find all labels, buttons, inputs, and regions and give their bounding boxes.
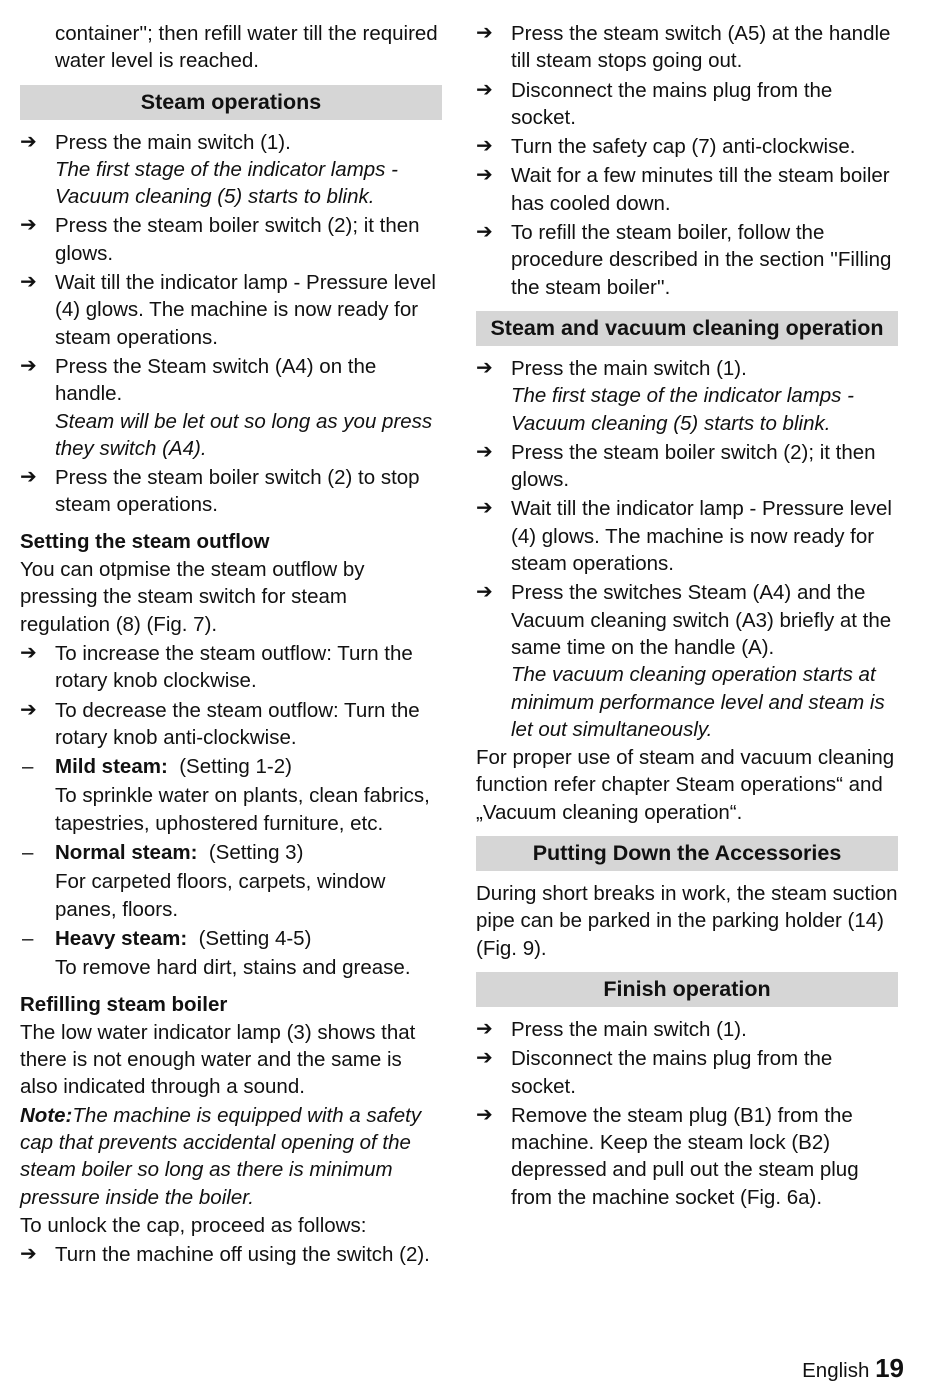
dash-icon: – <box>22 926 34 950</box>
section-heading-accessories: Putting Down the Accessories <box>476 836 898 871</box>
note-label: Note: <box>20 1103 73 1127</box>
setting-label: (Setting 4-5) <box>198 926 312 950</box>
dash-item-heavy-steam <box>20 925 442 952</box>
list-item <box>20 640 442 695</box>
setting-label: (Setting 1-2) <box>179 755 292 779</box>
arrow-icon: ➔ <box>476 356 493 379</box>
setting-label: (Setting 3) <box>208 841 304 865</box>
section-heading-steam-vacuum: Steam and vacuum cleaning operation <box>476 311 898 346</box>
list-item-text: Press the Steam switch (A4) on the handle. <box>55 354 377 406</box>
list-item <box>476 77 898 132</box>
dash-icon: – <box>22 755 34 779</box>
arrow-icon: ➔ <box>476 440 493 463</box>
list-item-note: The vacuum cleaning operation starts at minimum performance level and steam is let out simultaneously. <box>511 663 885 741</box>
arrow-icon: ➔ <box>20 130 37 153</box>
arrow-icon: ➔ <box>476 22 493 44</box>
list-item-text: To decrease the steam outflow: Turn the rotary knob anti-clockwise. <box>55 698 420 749</box>
list-item-text: To refill the steam boiler, follow the procedure described in the section ''Filling the steam boiler''. <box>511 221 892 299</box>
term-label: Normal steam: <box>55 841 198 865</box>
arrow-icon: ➔ <box>476 1103 493 1126</box>
section-heading-finish: Finish operation <box>476 972 898 1007</box>
term-label: Heavy steam: <box>55 926 188 950</box>
list-item <box>476 495 898 577</box>
list-item-text: Press the switches Steam (A4) and the Vacuum cleaning switch (A3) briefly at the same time on the handle (A). <box>511 581 892 659</box>
paragraph: To unlock the cap, proceed as follows: <box>20 1213 367 1237</box>
list-item-text: Press the main switch (1). <box>55 130 291 154</box>
dash-item-normal-steam <box>20 839 442 866</box>
page-footer <box>802 1354 904 1385</box>
term-description: To remove hard dirt, stains and grease. <box>55 956 411 980</box>
list-item <box>476 1102 898 1211</box>
list-item <box>476 1016 898 1043</box>
list-item <box>476 1045 898 1100</box>
list-item-text: Wait for a few minutes till the steam boiler has cooled down. <box>511 164 890 215</box>
list-item <box>20 464 442 519</box>
arrow-icon: ➔ <box>20 271 37 294</box>
arrow-icon: ➔ <box>476 135 493 158</box>
list-item-text: Wait till the indicator lamp - Pressure level (4) glows. The machine is now ready for steam operations. <box>511 497 892 576</box>
list-item-text: Press the steam boiler switch (2) to stop steam operations. <box>55 466 420 517</box>
page-number: 19 <box>875 1353 904 1383</box>
list-item <box>476 133 898 160</box>
arrow-icon: ➔ <box>20 641 37 664</box>
section-heading-steam-operations: Steam operations <box>20 85 442 120</box>
list-item <box>20 212 442 267</box>
list-item-text: Disconnect the mains plug from the socket. <box>511 78 833 129</box>
subheading-refilling: Refilling steam boiler <box>20 992 228 1016</box>
arrow-icon: ➔ <box>20 214 37 237</box>
note-paragraph <box>20 1102 442 1211</box>
list-item <box>476 20 898 75</box>
list-item <box>476 162 898 217</box>
list-item-note: Steam will be let out so long as you press they switch (A4). <box>55 409 433 460</box>
list-item-note: The first stage of the indicator lamps - Vacuum cleaning (5) starts to blink. <box>55 157 398 209</box>
subheading-steam-outflow: Setting the steam outflow <box>20 529 270 553</box>
list-item <box>20 697 442 752</box>
term-description: For carpeted floors, carpets, window panes, floors. <box>55 870 386 921</box>
list-item <box>476 219 898 301</box>
list-item <box>20 1241 442 1268</box>
list-item <box>20 353 442 462</box>
arrow-icon: ➔ <box>476 221 493 244</box>
list-item-text: Remove the steam plug (B1) from the machine. Keep the steam lock (B2) depressed and pull out the steam plug from the machine socket (Fig. 6a). <box>511 1103 859 1209</box>
list-item-text: Wait till the indicator lamp - Pressure level (4) glows. The machine is now ready for steam operations. <box>55 271 436 349</box>
list-item <box>476 439 898 494</box>
paragraph: For proper use of steam and vacuum cleaning function refer chapter Steam operations“ and „Vacuum cleaning operation“. <box>476 746 895 824</box>
paragraph: You can otpmise the steam outflow by pressing the steam switch for steam regulation (8) (Fig. 7). <box>20 558 365 636</box>
footer-language: English <box>802 1359 870 1382</box>
term-description: To sprinkle water on plants, clean fabrics, tapestries, uphostered furniture, etc. <box>55 784 430 835</box>
arrow-icon: ➔ <box>476 581 493 604</box>
list-item-text: Press the steam boiler switch (2); it then glows. <box>55 214 420 265</box>
list-item <box>20 129 442 211</box>
list-item-text: Press the steam switch (A5) at the handle till steam stops going out. <box>511 22 891 73</box>
arrow-icon: ➔ <box>20 698 37 721</box>
arrow-icon: ➔ <box>476 164 493 187</box>
list-item-text: To increase the steam outflow: Turn the rotary knob clockwise. <box>55 641 413 693</box>
arrow-icon: ➔ <box>20 354 37 377</box>
arrow-icon: ➔ <box>20 466 37 489</box>
list-item-text: Disconnect the mains plug from the socket. <box>511 1047 833 1098</box>
left-column <box>20 20 442 1268</box>
paragraph: The low water indicator lamp (3) shows that there is not enough water and the same is also indicated through a sound. <box>20 1020 416 1099</box>
list-item-text: Press the steam boiler switch (2); it then glows. <box>511 440 876 492</box>
right-column <box>476 20 898 1211</box>
list-item-note: The first stage of the indicator lamps - Vacuum cleaning (5) starts to blink. <box>511 384 854 435</box>
arrow-icon: ➔ <box>476 497 493 520</box>
arrow-icon: ➔ <box>476 1017 493 1040</box>
arrow-icon: ➔ <box>476 1047 493 1070</box>
intro-text: container''; then refill water till the required water level is reached. <box>55 22 438 73</box>
list-item <box>476 355 898 437</box>
list-item-text: Press the main switch (1). <box>511 1017 747 1041</box>
list-item <box>476 579 898 743</box>
list-item-text: Press the main switch (1). <box>511 356 747 380</box>
paragraph: During short breaks in work, the steam suction pipe can be parked in the parking holder (14) (Fig. 9). <box>476 882 898 960</box>
term-label: Mild steam: <box>55 755 168 779</box>
list-item-text: Turn the safety cap (7) anti-clockwise. <box>511 135 856 159</box>
dash-item-mild-steam <box>20 753 442 780</box>
list-item <box>20 269 442 351</box>
list-item-text: Turn the machine off using the switch (2). <box>55 1243 430 1267</box>
arrow-icon: ➔ <box>476 78 493 101</box>
note-text: The machine is equipped with a safety cap that prevents accidental opening of the steam boiler so long as there is minimum pressure inside the boiler. <box>20 1103 422 1209</box>
dash-icon: – <box>22 841 34 865</box>
arrow-icon: ➔ <box>20 1243 37 1266</box>
